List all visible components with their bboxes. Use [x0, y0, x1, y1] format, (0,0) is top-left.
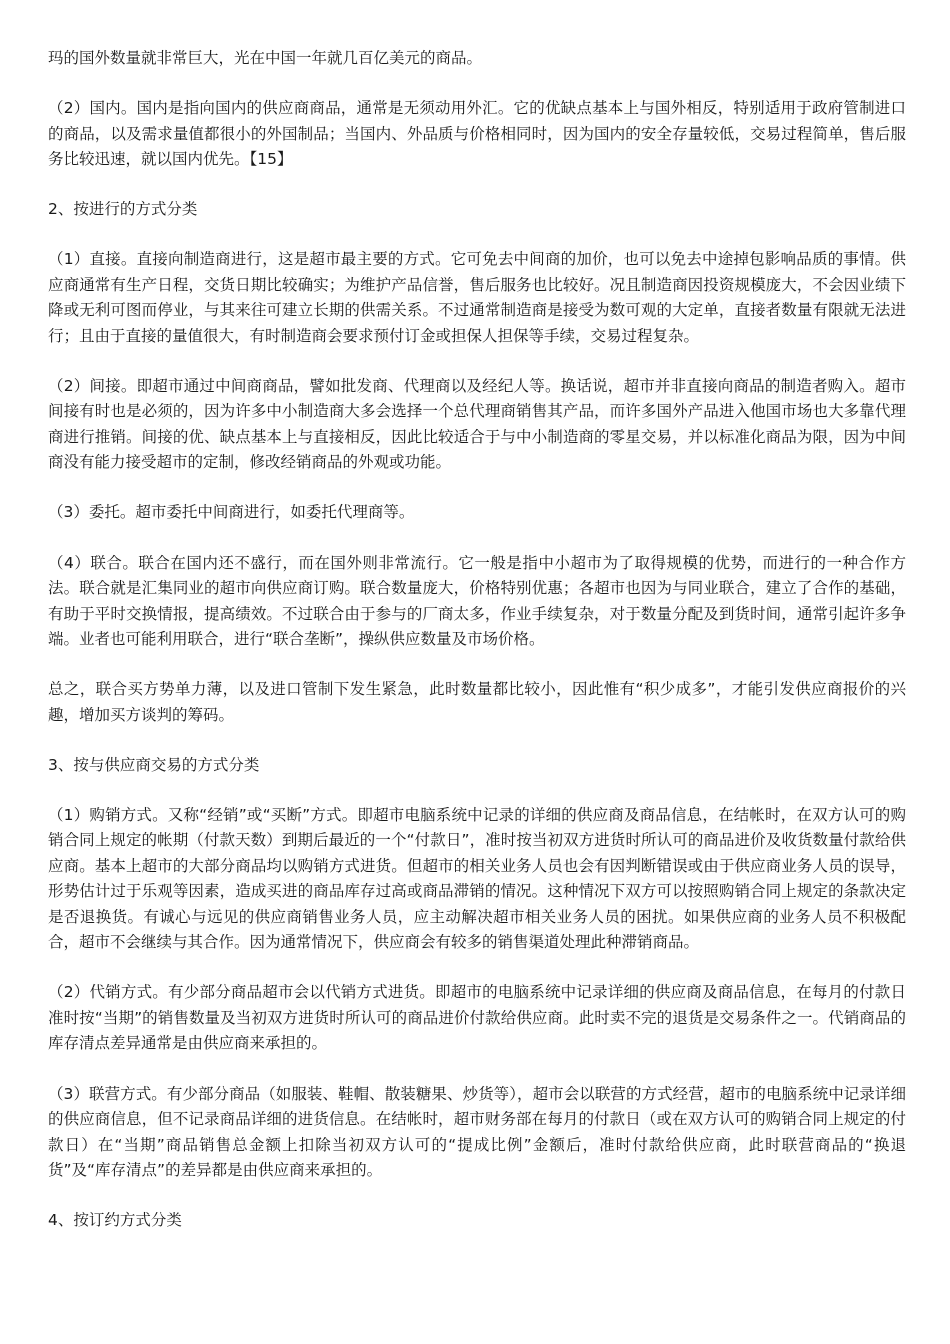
document-body — [48, 46, 906, 1258]
section-heading-4: 4、按订约方式分类 — [48, 1211, 182, 1230]
paragraph-indirect: （2）间接。即超市通过中间商商品，譬如批发商、代理商以及经纪人等。换话说，超市并非直接向商品的制造者购入。超市间接有时也是必须的，因为许多中小制造商大多会选择一个总代理商销售其产品，而许多国外产品进入他国市场也大多靠代理商进行推销。间接的优、缺点基本上与直接相反，因此比较适合于与中小制造商的零星交易，并以标准化商品为限，因为中间商没有能力接受超市的定制，修改经销商品的外观或功能。 — [48, 376, 906, 472]
paragraph-joint: （4）联合。联合在国内还不盛行，而在国外则非常流行。它一般是指中小超市为了取得规模的优势，而进行的一种合作方法。联合就是汇集同业的超市向供应商订购。联合数量庞大，价格特别优惠；各超市也因为与同业联合，建立了合作的基础，有助于平时交换情报，提高绩效。不过联合由于参与的厂商太多，作业手续复杂，对于数量分配及到货时间，通常引起许多争端。业者也可能利用联合，进行“联合垄断”，操纵供应数量及市场价格。 — [48, 553, 906, 649]
section-heading-3: 3、按与供应商交易的方式分类 — [48, 755, 260, 774]
paragraph-intro-continuation: 玛的国外数量就非常巨大，光在中国一年就几百亿美元的商品。 — [48, 49, 483, 67]
paragraph-consignment: （2）代销方式。有少部分商品超市会以代销方式进货。即超市的电脑系统中记录详细的供应商及商品信息，在每月的付款日准时按“当期”的销售数量及当初双方进货时所认可的商品进价付款给供应商。此时卖不完的退货是交易条件之一。代销商品的库存清点差异通常是由供应商来承担的。 — [48, 983, 906, 1053]
paragraph-summary: 总之，联合买方势单力薄，以及进口管制下发生紧急，此时数量都比较小，因此惟有“积少成多”，才能引发供应商报价的兴趣，增加买方谈判的筹码。 — [48, 680, 906, 724]
paragraph-direct: （1）直接。直接向制造商进行，这是超市最主要的方式。它可免去中间商的加价，也可以免去中途掉包影响品质的事情。供应商通常有生产日程，交货日期比较确实；为维护产品信誉，售后服务也比较好。况且制造商因投资规模庞大，不会因业绩下降或无利可图而停业，与其来往可建立长期的供需关系。不过通常制造商是接受为数可观的大定单，直接者数量有限就无法进行；且由于直接的量值很大，有时制造商会要求预付订金或担保人担保等手续，交易过程复杂。 — [48, 250, 906, 345]
paragraph-entrusted: （3）委托。超市委托中间商进行，如委托代理商等。 — [48, 503, 415, 522]
section-heading-2: 2、按进行的方式分类 — [48, 200, 198, 219]
paragraph-purchase-sale: （1）购销方式。又称“经销”或“买断”方式。即超市电脑系统中记录的详细的供应商及商品信息，在结帐时，在双方认可的购销合同上规定的帐期（付款天数）到期后最近的一个“付款日”，准时按当初双方进货时所认可的商品进价及收货数量付款给供应商。基本上超市的大部分商品均以购销方式进货。但超市的相关业务人员也会有因判断错误或由于供应商业务人员的误导，形势估计过于乐观等因素，造成买进的商品库存过高或商品滞销的情况。这种情况下双方可以按照购销合同上规定的条款决定是否退换货。有诚心与远见的供应商销售业务人员，应主动解决超市相关业务人员的困扰。如果供应商的业务人员不积极配合，超市不会继续与其合作。因为通常情况下，供应商会有较多的销售渠道处理此种滞销商品。 — [48, 805, 906, 952]
paragraph-joint-operation: （3）联营方式。有少部分商品（如服装、鞋帽、散装糖果、炒货等），超市会以联营的方式经营，超市的电脑系统中记录详细的供应商信息，但不记录商品详细的进货信息。在结帐时，超市财务部在每月的付款日（或在双方认可的购销合同上规定的付款日）在“当期”商品销售总金额上扣除当初双方认可的“提成比例”金额后，准时付款给供应商，此时联营商品的“换退货”及“库存清点”的差异都是由供应商来承担的。 — [48, 1084, 906, 1180]
paragraph-domestic: （2）国内。国内是指向国内的供应商商品，通常是无须动用外汇。它的优缺点基本上与国外相反，特别适用于政府管制进口的商品，以及需求量值都很小的外国制品；当国内、外品质与价格相同时，因为国内的安全存量较低，交易过程简单，售后服务比较迅速，就以国内优先。【15】 — [48, 99, 906, 169]
